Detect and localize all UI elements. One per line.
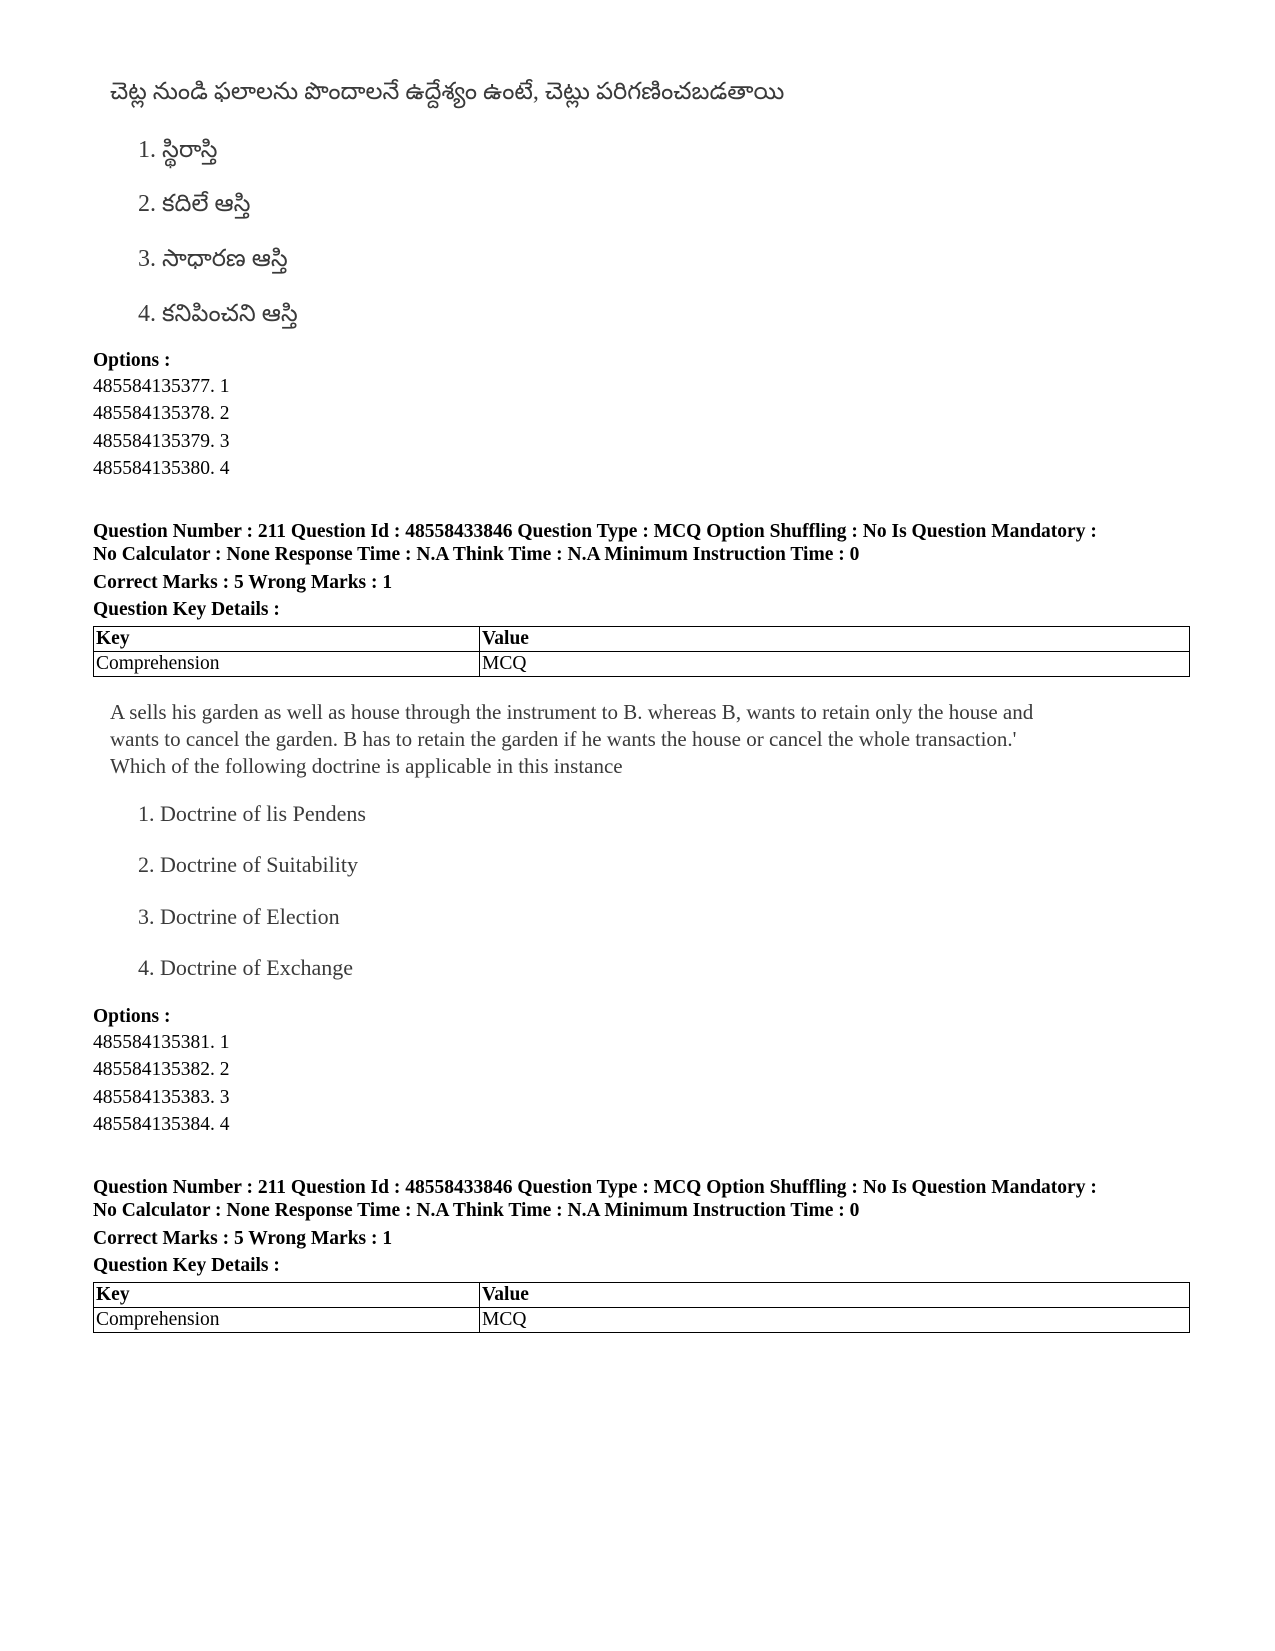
table-row [94, 652, 1190, 677]
marks-line: Correct Marks : 5 Wrong Marks : 1 [93, 1228, 393, 1249]
option-id-4: 485584135384. 4 [93, 1114, 230, 1135]
question-stem-line-3: Which of the following doctrine is applicable in this instance [110, 754, 623, 778]
question-option-4: 4. Doctrine of Exchange [138, 955, 354, 980]
table-cell-key: Comprehension [94, 652, 480, 677]
question-meta [93, 520, 1203, 566]
question-stem-line-1: A sells his garden as well as house through the instrument to B. whereas B, wants to retain only the house and [110, 700, 1034, 724]
table-header-key: Key [94, 1283, 480, 1308]
question-meta-line-2: No Calculator : None Response Time : N.A Think Time : N.A Minimum Instruction Time : 0 [93, 544, 860, 565]
key-details-label: Question Key Details : [93, 599, 280, 620]
option-id-1: 485584135381. 1 [93, 1032, 230, 1053]
question-image-telugu [110, 78, 1010, 348]
marks-line: Correct Marks : 5 Wrong Marks : 1 [93, 572, 393, 593]
table-row [94, 1308, 1190, 1333]
question-image-english [110, 699, 1180, 1019]
table-cell-key: Comprehension [94, 1308, 480, 1333]
question-option-4: 4. కనిపించని ఆస్తి [138, 301, 298, 327]
table-header-value: Value [480, 1283, 1190, 1308]
question-meta [93, 1176, 1203, 1222]
option-id-4: 485584135380. 4 [93, 458, 230, 479]
option-id-1: 485584135377. 1 [93, 376, 230, 397]
option-id-2: 485584135378. 2 [93, 403, 230, 424]
question-option-1: 1. స్థిరాస్తి [138, 137, 218, 163]
table-header-row [94, 1283, 1190, 1308]
options-label: Options : [93, 1006, 171, 1027]
question-option-2: 2. Doctrine of Suitability [138, 852, 358, 877]
table-cell-value: MCQ [480, 1308, 1190, 1333]
question-meta-line-2: No Calculator : None Response Time : N.A Think Time : N.A Minimum Instruction Time : 0 [93, 1200, 860, 1221]
question-option-1: 1. Doctrine of lis Pendens [138, 801, 366, 826]
question-stem-line-2: wants to cancel the garden. B has to retain the garden if he wants the house or cancel the whole transaction.' [110, 727, 1017, 751]
option-id-3: 485584135383. 3 [93, 1087, 230, 1108]
options-label: Options : [93, 350, 171, 371]
key-details-table [93, 1282, 1190, 1333]
question-meta-line-1: Question Number : 211 Question Id : 48558433846 Question Type : MCQ Option Shuffling : No Is Question Mandatory : [93, 521, 1097, 542]
table-header-value: Value [480, 627, 1190, 652]
question-stem: చెట్ల నుండి ఫలాలను పొందాలనే ఉద్దేశ్యం ఉంటే, చెట్లు పరిగణించబడతాయి [110, 79, 785, 105]
question-meta-line-1: Question Number : 211 Question Id : 48558433846 Question Type : MCQ Option Shuffling : No Is Question Mandatory : [93, 1177, 1097, 1198]
key-details-table [93, 626, 1190, 677]
option-id-2: 485584135382. 2 [93, 1059, 230, 1080]
table-cell-value: MCQ [480, 652, 1190, 677]
table-header-key: Key [94, 627, 480, 652]
question-option-3: 3. సాధారణ ఆస్తి [138, 246, 288, 272]
option-id-3: 485584135379. 3 [93, 431, 230, 452]
question-option-2: 2. కదిలే ఆస్తి [138, 191, 251, 217]
key-details-label: Question Key Details : [93, 1255, 280, 1276]
question-option-3: 3. Doctrine of Election [138, 904, 340, 929]
table-header-row [94, 627, 1190, 652]
